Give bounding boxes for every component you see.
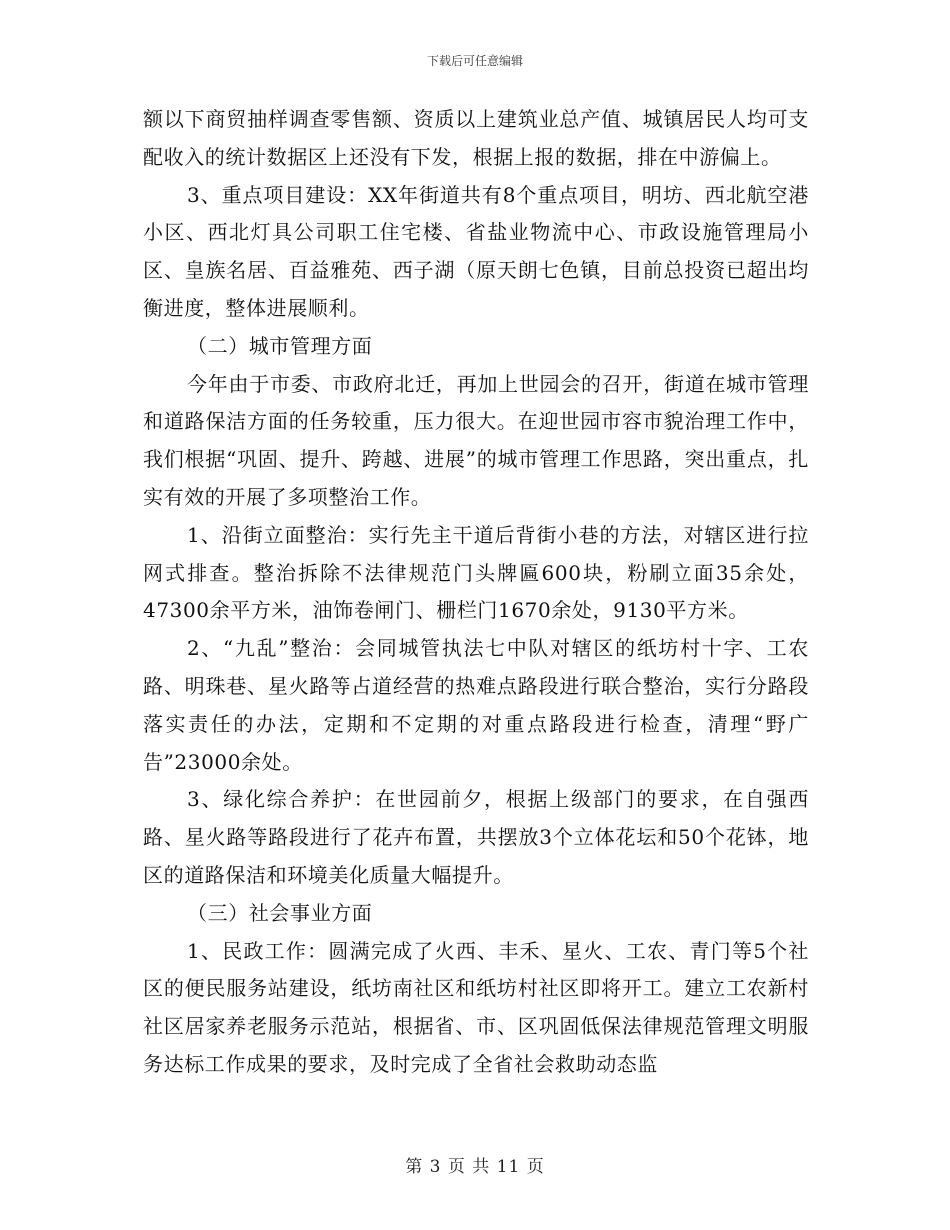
- paragraph-continuation: 额以下商贸抽样调查零售额、资质以上建筑业总产值、城镇居民人均可支配收入的统计数据区上还没有下发，根据上报的数据，排在中游偏上。: [143, 107, 809, 169]
- page-footer: 第 3 页 共 11 页: [405, 1157, 545, 1177]
- paragraph-nine-chaos: 2、“九乱”整治：会同城管执法七中队对辖区的纸坊村十字、工农路、明珠巷、星火路等占道经营的热难点路段进行联合整治，实行分路段落实责任的办法，定期和不定期的对重点路段进行检查，清理“野广告”23000余处。: [143, 636, 809, 774]
- section-heading-social-affairs: （三）社会事业方面: [187, 900, 373, 925]
- paragraph-city-management-intro: 今年由于市委、市政府北迁，再加上世园会的召开，街道在城市管理和道路保洁方面的任务较重，压力很大。在迎世园市容市貌治理工作中，我们根据“巩固、提升、跨越、进展”的城市管理工作思路，突出重点，扎实有效的开展了多项整治工作。: [143, 371, 809, 509]
- paragraph-key-projects: 3、重点项目建设：XX年街道共有8个重点项目，明坊、西北航空港小区、西北灯具公司职工住宅楼、省盐业物流中心、市政设施管理局小区、皇族名居、百益雅苑、西子湖（原天朗七色镇，目前总投资已超出均衡进度，整体进展顺利。: [143, 182, 809, 320]
- document-body: [143, 101, 809, 1084]
- page-header: 下载后可任意编辑: [426, 54, 523, 68]
- section-heading-city-management: （二）城市管理方面: [187, 333, 373, 358]
- paragraph-civil-affairs: 1、民政工作：圆满完成了火西、丰禾、星火、工农、青门等5个社区的便民服务站建设，纸坊南社区和纸坊村社区即将开工。建立工农新村社区居家养老服务示范站，根据省、市、区巩固低保法律规范管理文明服务达标工作成果的要求，及时完成了全省社会救助动态监: [143, 938, 809, 1076]
- paragraph-facade-renovation: 1、沿街立面整治：实行先主干道后背街小巷的方法，对辖区进行拉网式排查。整治拆除不法律规范门头牌匾600块，粉刷立面35余处，47300余平方米，油饰卷闸门、栅栏门1670余处，9130平方米。: [143, 522, 809, 623]
- paragraph-greening: 3、绿化综合养护：在世园前夕，根据上级部门的要求，在自强西路、星火路等路段进行了花卉布置，共摆放3个立体花坛和50个花钵，地区的道路保洁和环境美化质量大幅提升。: [143, 787, 809, 887]
